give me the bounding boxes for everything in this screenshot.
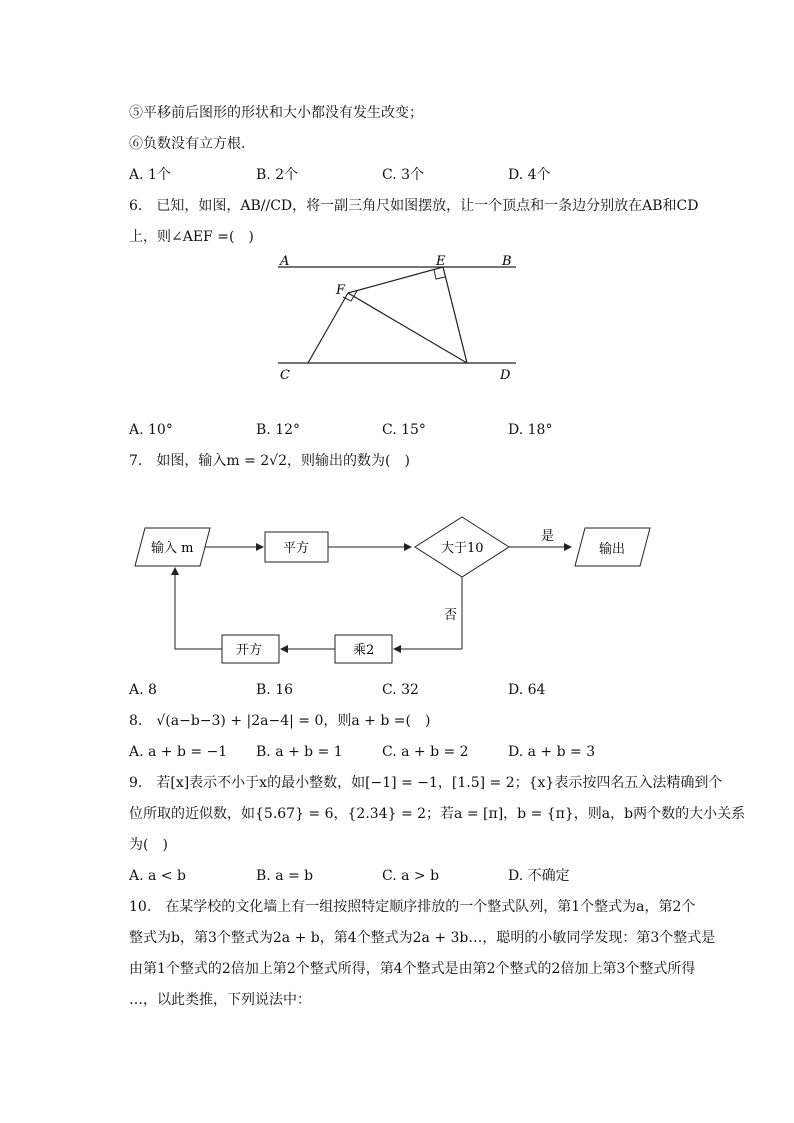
q6-option-b: B. 12° <box>256 422 301 438</box>
q6-option-c: C. 15° <box>382 422 426 438</box>
q9-option-c: C. a > b <box>382 868 440 884</box>
q8-option-d: D. a + b = 3 <box>508 744 596 760</box>
q9-text-line3: 为( ) <box>129 837 168 853</box>
q6-option-d: D. 18° <box>508 422 553 438</box>
q10-text-line1: 10. 在某学校的文化墙上有一组按照特定顺序排放的一个整式队列，第1个整式为a，第2个 <box>129 899 696 915</box>
q7-text: 7. 如图，输入m = 2√2，则输出的数为( ) <box>129 453 410 469</box>
label-b: B <box>502 254 512 269</box>
q8-option-c: C. a + b = 2 <box>382 744 469 760</box>
label-c: C <box>280 368 290 383</box>
q7-option-a: A. 8 <box>129 682 157 698</box>
segment-e-d <box>443 267 467 363</box>
flow-input-label: 输入 m <box>151 541 194 556</box>
flow-sqrt-label: 开方 <box>236 643 263 658</box>
label-d: D <box>500 368 511 383</box>
q5-option-c: C. 3个 <box>382 167 425 183</box>
right-angle-mark-e <box>434 270 445 279</box>
q8-option-b: B. a + b = 1 <box>256 744 343 760</box>
flow-no-label: 否 <box>444 608 458 623</box>
label-f: F <box>336 283 346 298</box>
q8-text: 8. √(a−b−3) + |2a−4| = 0，则a + b =( ) <box>129 713 431 729</box>
segment-ef <box>348 267 443 293</box>
q10-text-line3: 由第1个整式的2倍加上第2个整式所得，第4个整式是由第2个整式的2倍加上第3个整式所得 <box>129 961 696 977</box>
flow-square-label: 平方 <box>283 541 310 556</box>
label-a: A <box>280 254 290 269</box>
q7-option-d: D. 64 <box>508 682 546 698</box>
q6-text-line2: 上，则∠AEF =( ) <box>129 229 254 245</box>
q7-flowchart <box>125 510 665 670</box>
q9-text-line2: 位所取的近似数，如{5.67} = 6，{2.34} = 2；若a = [π]，b = {π}，则a，b两个数的大小关系 <box>129 806 746 822</box>
q6-triangle-figure <box>270 250 530 385</box>
q9-option-b: B. a = b <box>256 868 314 884</box>
statement-5: ⑤平移前后图形的形状和大小都没有发生改变； <box>129 105 423 121</box>
q9-text-line1: 9. 若[x]表示不小于x的最小整数，如[−1] = −1，[1.5] = 2；{x}表示按四名五入法精确到个 <box>129 775 723 791</box>
q10-text-line2: 整式为b，第3个整式为2a + b，第4个整式为2a + 3b…，聪明的小敏同学发现：第3个整式是 <box>129 930 716 946</box>
q5-option-a: A. 1个 <box>129 167 171 183</box>
q7-option-b: B. 16 <box>256 682 294 698</box>
q9-option-a: A. a < b <box>129 868 186 884</box>
label-e: E <box>436 254 446 269</box>
q5-option-b: B. 2个 <box>256 167 299 183</box>
q6-option-a: A. 10° <box>129 422 173 438</box>
segment-f-c <box>308 293 348 363</box>
q5-option-d: D. 4个 <box>508 167 551 183</box>
statement-6: ⑥负数没有立方根． <box>129 136 255 152</box>
q7-option-c: C. 32 <box>382 682 419 698</box>
q6-text-line1: 6. 已知，如图，AB//CD，将一副三角尺如图摆放，让一个顶点和一条边分别放在AB和CD <box>129 198 699 214</box>
q9-option-d: D. 不确定 <box>508 868 570 884</box>
arrow-sqrt-to-input <box>175 568 222 649</box>
q8-option-a: A. a + b = −1 <box>129 744 228 760</box>
q10-text-line4: …，以此类推，下列说法中： <box>129 992 311 1008</box>
flow-output-label: 输出 <box>599 542 626 557</box>
segment-f-d <box>348 293 467 363</box>
flow-condition-label: 大于10 <box>441 541 484 556</box>
flow-yes-label: 是 <box>541 529 555 544</box>
flow-times2-label: 乘2 <box>353 643 375 658</box>
